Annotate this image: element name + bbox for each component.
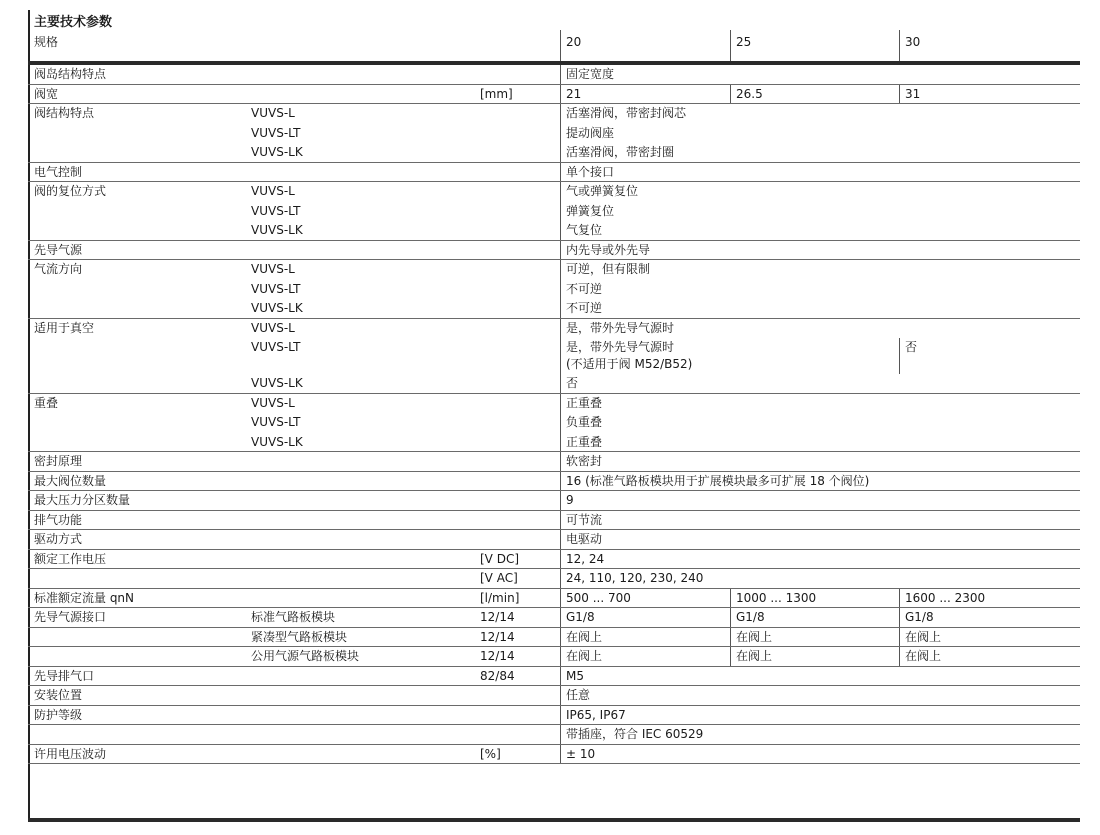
table-row xyxy=(28,241,1080,261)
row-label: 阀宽 xyxy=(34,86,59,101)
table-row xyxy=(28,163,1080,183)
table-row xyxy=(28,260,1080,280)
value-size-20: 16 (标准气路板模块用于扩展模块最多可扩展 18 个阀位) xyxy=(566,473,870,488)
column-divider xyxy=(560,550,561,569)
value-size-20: 正重叠 xyxy=(566,434,603,449)
value-size-20: ± 10 xyxy=(566,746,596,761)
value-size-20: 固定宽度 xyxy=(566,67,615,81)
value-size-20: 12, 24 xyxy=(566,551,605,566)
row-sublabel: VUVS-LK xyxy=(251,223,303,237)
column-divider xyxy=(560,725,561,744)
column-divider xyxy=(899,589,900,608)
column-divider xyxy=(560,686,561,705)
value-size-30: 在阀上 xyxy=(905,629,942,644)
column-divider xyxy=(730,628,731,647)
value-size-20: 负重叠 xyxy=(566,415,603,429)
row-sublabel: VUVS-LT xyxy=(251,281,301,296)
row-sublabel: 标准气路板模块 xyxy=(251,610,336,624)
row-sublabel: VUVS-LK xyxy=(251,434,303,449)
value-size-20: 带插座，符合 IEC 60529 xyxy=(566,727,704,741)
row-sublabel: VUVS-LK xyxy=(251,145,303,159)
value-size-30: 1600 ... 2300 xyxy=(905,590,986,605)
row-sublabel: 紧凑型气路板模块 xyxy=(251,629,348,644)
row-sublabel: VUVS-LK xyxy=(251,301,303,315)
table-row xyxy=(28,202,1080,222)
value-size-20: M5 xyxy=(566,668,584,683)
row-unit: 12/14 xyxy=(480,629,515,644)
table-row xyxy=(28,413,1080,433)
header-size-20: 20 xyxy=(566,35,582,49)
value-size-20: 气复位 xyxy=(566,223,603,237)
column-divider xyxy=(560,202,561,222)
column-divider xyxy=(560,569,561,588)
row-label: 气流方向 xyxy=(34,262,83,276)
table-row xyxy=(28,550,1080,570)
row-label: 重叠 xyxy=(34,395,59,410)
value-size-20: 正重叠 xyxy=(566,395,603,410)
value-size-20: 可节流 xyxy=(566,512,603,527)
table-row xyxy=(28,280,1080,300)
row-label: 先导气源 xyxy=(34,242,83,257)
row-label: 排气功能 xyxy=(34,512,83,527)
row-unit: [V AC] xyxy=(480,571,518,585)
value-size-20: 任意 xyxy=(566,688,591,702)
column-divider xyxy=(560,628,561,647)
row-label: 最大阀位数量 xyxy=(34,473,107,488)
column-divider xyxy=(560,589,561,608)
row-label: 先导气源接口 xyxy=(34,610,107,624)
row-sublabel: 公用气源气路板模块 xyxy=(251,649,360,663)
value-size-30: G1/8 xyxy=(905,610,934,624)
column-divider xyxy=(560,319,561,339)
value-size-20: 电驱动 xyxy=(566,532,603,546)
row-sublabel: VUVS-LT xyxy=(251,203,301,218)
column-divider xyxy=(730,608,731,627)
header-divider xyxy=(899,30,900,61)
table-row xyxy=(28,511,1080,531)
value-size-20: 提动阀座 xyxy=(566,125,615,140)
value-size-25: G1/8 xyxy=(736,610,765,624)
row-label: 许用电压波动 xyxy=(34,746,107,761)
row-label: 电气控制 xyxy=(34,164,83,179)
row-sublabel: VUVS-L xyxy=(251,395,295,410)
table-row xyxy=(28,472,1080,492)
column-divider xyxy=(560,104,561,124)
value-size-20: 在阀上 xyxy=(566,629,603,644)
column-divider xyxy=(560,511,561,530)
value-size-20: 否 xyxy=(566,376,579,390)
bottom-rule xyxy=(28,818,1080,822)
row-sublabel: VUVS-LT xyxy=(251,340,301,354)
column-divider xyxy=(560,433,561,452)
value-size-20: 软密封 xyxy=(566,454,603,468)
column-divider xyxy=(560,260,561,280)
value-size-20: 500 ... 700 xyxy=(566,590,631,605)
row-unit: 12/14 xyxy=(480,649,515,663)
row-label: 阀结构特点 xyxy=(34,106,95,120)
column-divider xyxy=(899,608,900,627)
row-label: 阀的复位方式 xyxy=(34,184,107,198)
column-divider xyxy=(560,85,561,104)
column-divider xyxy=(560,163,561,182)
row-label: 驱动方式 xyxy=(34,532,83,546)
row-sublabel: VUVS-L xyxy=(251,262,295,276)
column-divider xyxy=(560,530,561,549)
row-unit: [l/min] xyxy=(480,590,520,605)
header-divider xyxy=(560,30,561,61)
header-size-30: 30 xyxy=(905,35,921,49)
value-size-30: 31 xyxy=(905,86,921,101)
column-divider xyxy=(560,394,561,414)
value-size-20: 9 xyxy=(566,493,574,507)
value-size-25: 1000 ... 1300 xyxy=(736,590,817,605)
column-divider xyxy=(560,608,561,627)
row-sublabel: VUVS-L xyxy=(251,320,295,335)
column-divider xyxy=(899,338,900,374)
value-size-20: 是，带外先导气源时 xyxy=(566,340,675,354)
row-unit: 12/14 xyxy=(480,610,515,624)
row-label: 额定工作电压 xyxy=(34,551,107,566)
row-label: 阀岛结构特点 xyxy=(34,67,107,81)
table-row xyxy=(28,433,1080,453)
column-divider xyxy=(560,280,561,300)
row-label: 适用于真空 xyxy=(34,320,95,335)
column-divider xyxy=(560,182,561,202)
value-size-20: 不可逆 xyxy=(566,281,603,296)
column-divider xyxy=(899,628,900,647)
row-sublabel: VUVS-L xyxy=(251,106,295,120)
row-unit: [%] xyxy=(480,746,501,761)
value-size-20: 活塞滑阀，带密封阀芯 xyxy=(566,106,687,120)
column-divider xyxy=(560,241,561,260)
column-divider xyxy=(560,413,561,433)
table-row xyxy=(28,319,1080,339)
row-label: 防护等级 xyxy=(34,707,83,722)
row-unit: 82/84 xyxy=(480,668,515,683)
column-divider xyxy=(730,647,731,666)
table-row xyxy=(28,65,1080,85)
value-size-25: 在阀上 xyxy=(736,629,773,644)
column-divider xyxy=(560,221,561,240)
row-label: 安装位置 xyxy=(34,688,83,702)
table-row xyxy=(28,124,1080,144)
header-divider xyxy=(730,30,731,61)
value-size-20: 内先导或外先导 xyxy=(566,242,651,257)
row-sublabel: VUVS-LT xyxy=(251,415,301,429)
value-size-30: 在阀上 xyxy=(905,649,942,663)
header-size-25: 25 xyxy=(736,35,752,49)
column-divider xyxy=(560,65,561,84)
column-divider xyxy=(560,374,561,393)
table-row xyxy=(28,608,1080,628)
table-row xyxy=(28,143,1080,163)
table-row xyxy=(28,706,1080,726)
value-size-20: 活塞滑阀，带密封圈 xyxy=(566,145,675,159)
table-row xyxy=(28,374,1080,394)
value-size-25: 在阀上 xyxy=(736,649,773,663)
value-size-20: 24, 110, 120, 230, 240 xyxy=(566,571,704,585)
column-divider xyxy=(899,85,900,104)
column-divider xyxy=(730,589,731,608)
row-label: 标准额定流量 qnN xyxy=(34,590,135,605)
column-divider xyxy=(560,472,561,491)
value-size-25: 26.5 xyxy=(736,86,763,101)
column-divider xyxy=(899,647,900,666)
table-row xyxy=(28,452,1080,472)
table-row xyxy=(28,589,1080,609)
column-divider xyxy=(560,745,561,764)
table-row xyxy=(28,647,1080,667)
row-unit: [mm] xyxy=(480,86,513,101)
header-label: 规格 xyxy=(34,35,59,49)
column-divider xyxy=(560,124,561,144)
table-row xyxy=(28,569,1080,589)
table-row xyxy=(28,182,1080,202)
table-row xyxy=(28,104,1080,124)
table-row xyxy=(28,491,1080,511)
column-divider xyxy=(560,452,561,471)
value-size-20: 可逆，但有限制 xyxy=(566,262,651,276)
table-row xyxy=(28,725,1080,745)
row-label: 最大压力分区数量 xyxy=(34,493,131,507)
value-size-20: 单个接口 xyxy=(566,164,615,179)
row-sublabel: VUVS-LT xyxy=(251,125,301,140)
value-size-20: 是，带外先导气源时 xyxy=(566,320,675,335)
value-size-30: 否 xyxy=(905,340,918,354)
table-row xyxy=(28,221,1080,241)
column-divider xyxy=(730,85,731,104)
column-divider xyxy=(560,647,561,666)
table-row xyxy=(28,299,1080,319)
table-row xyxy=(28,85,1080,105)
value-size-20: G1/8 xyxy=(566,610,595,624)
column-divider xyxy=(560,491,561,510)
column-divider xyxy=(560,706,561,725)
value-size-20: 弹簧复位 xyxy=(566,203,615,218)
column-divider xyxy=(560,143,561,162)
column-divider xyxy=(560,667,561,686)
row-sublabel: VUVS-LK xyxy=(251,376,303,390)
table-row xyxy=(28,394,1080,414)
table-row xyxy=(28,628,1080,648)
table-header xyxy=(28,30,1080,66)
value-size-20-note: (不适用于阀 M52/B52) xyxy=(566,357,693,371)
row-sublabel: VUVS-L xyxy=(251,184,295,198)
table-row xyxy=(28,530,1080,550)
column-divider xyxy=(560,338,561,374)
table-row xyxy=(28,745,1080,765)
value-size-20: IP65, IP67 xyxy=(566,707,626,722)
row-label: 先导排气口 xyxy=(34,668,95,683)
row-label: 密封原理 xyxy=(34,454,83,468)
value-size-20: 气或弹簧复位 xyxy=(566,184,639,198)
table-row xyxy=(28,338,1080,374)
row-unit: [V DC] xyxy=(480,551,520,566)
value-size-20: 在阀上 xyxy=(566,649,603,663)
value-size-20: 不可逆 xyxy=(566,301,603,315)
table-row xyxy=(28,667,1080,687)
column-divider xyxy=(560,299,561,318)
value-size-20: 21 xyxy=(566,86,582,101)
table-row xyxy=(28,686,1080,706)
spec-sheet xyxy=(28,10,1080,822)
section-title: 主要技术参数 xyxy=(34,15,113,30)
